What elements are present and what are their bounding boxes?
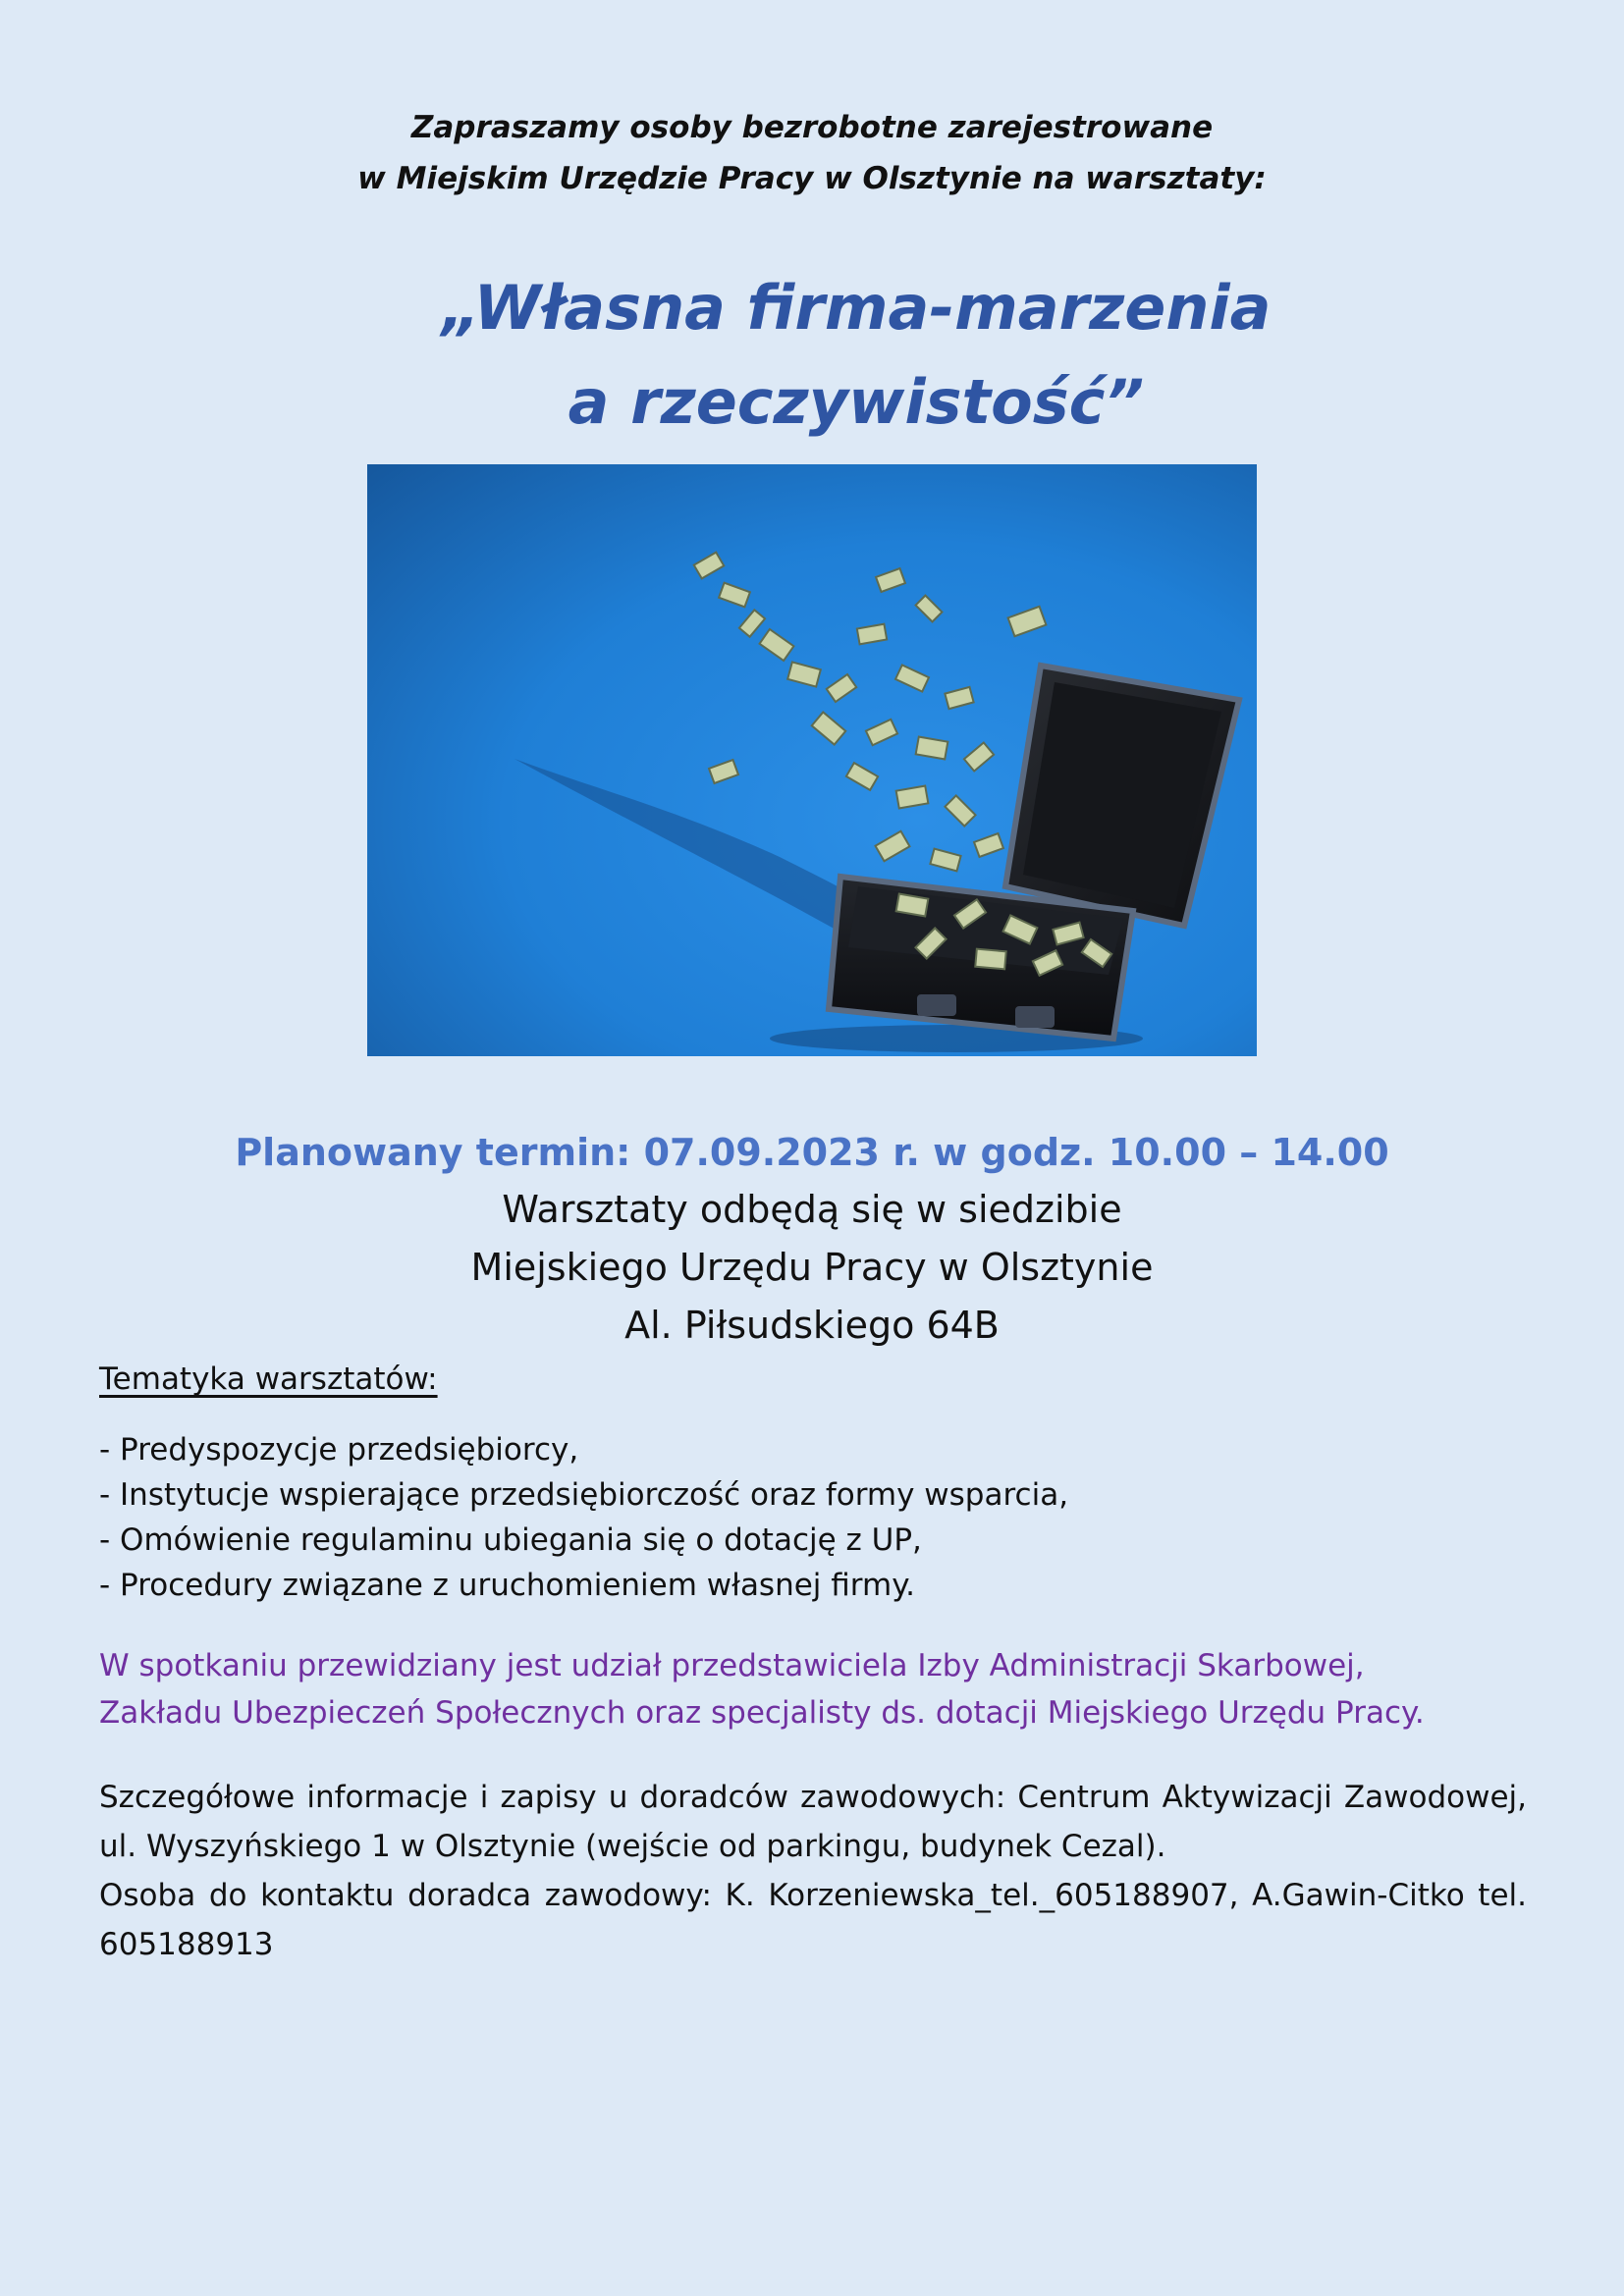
venue-address: Al. Piłsudskiego 64B bbox=[624, 1304, 1000, 1347]
venue-line-2: Miejskiego Urzędu Pracy w Olsztynie bbox=[470, 1246, 1154, 1289]
list-item: - Predyspozycje przedsiębiorcy, bbox=[99, 1432, 579, 1468]
participants-line-2: Zakładu Ubezpieczeń Społecznych oraz specjalisty ds. dotacji Miejskiego Urzędu Pracy. bbox=[99, 1695, 1425, 1731]
title-line-2: a rzeczywistość” bbox=[568, 366, 1145, 438]
topics-heading: Tematyka warsztatów: bbox=[99, 1362, 438, 1397]
list-item: - Instytucje wspierające przedsiębiorczość oraz formy wsparcia, bbox=[99, 1477, 1069, 1513]
intro-text bbox=[0, 102, 1624, 204]
venue-line-1: Warsztaty odbędą się w siedzibie bbox=[502, 1188, 1122, 1231]
planned-date: Planowany termin: 07.09.2023 r. w godz. 10.00 – 14.00 bbox=[235, 1131, 1389, 1174]
intro-line-2: w Miejskim Urzędzie Pracy w Olsztynie na warsztaty: bbox=[357, 161, 1267, 196]
participants-line-1: W spotkaniu przewidziany jest udział przedstawiciela Izby Administracji Skarbowej, bbox=[99, 1648, 1365, 1683]
workshop-title bbox=[295, 261, 1329, 450]
title-line-1: „Własna firma-marzenia bbox=[441, 272, 1272, 344]
topics-list bbox=[99, 1427, 1068, 1608]
briefcase-with-flying-money-icon bbox=[367, 464, 1257, 1056]
list-item: - Procedury związane z uruchomieniem własnej firmy. bbox=[99, 1568, 915, 1603]
registration-info: Szczegółowe informacje i zapisy u doradców zawodowych: Centrum Aktywizacji Zawodowej, ul. Wyszyńskiego 1 w Olsztynie (wejście od parkingu, budynek Cezal). bbox=[99, 1780, 1527, 1864]
list-item: - Omówienie regulaminu ubiegania się o dotację z UP, bbox=[99, 1522, 922, 1558]
contact-person: Osoba do kontaktu doradca zawodowy: K. Korzeniewska_tel._605188907, A.Gawin-Citko tel. 605188913 bbox=[99, 1878, 1527, 1962]
venue-info bbox=[0, 1181, 1624, 1355]
contact-details bbox=[99, 1773, 1527, 1969]
intro-line-1: Zapraszamy osoby bezrobotne zarejestrowane bbox=[410, 110, 1214, 145]
participants-note bbox=[99, 1642, 1533, 1736]
